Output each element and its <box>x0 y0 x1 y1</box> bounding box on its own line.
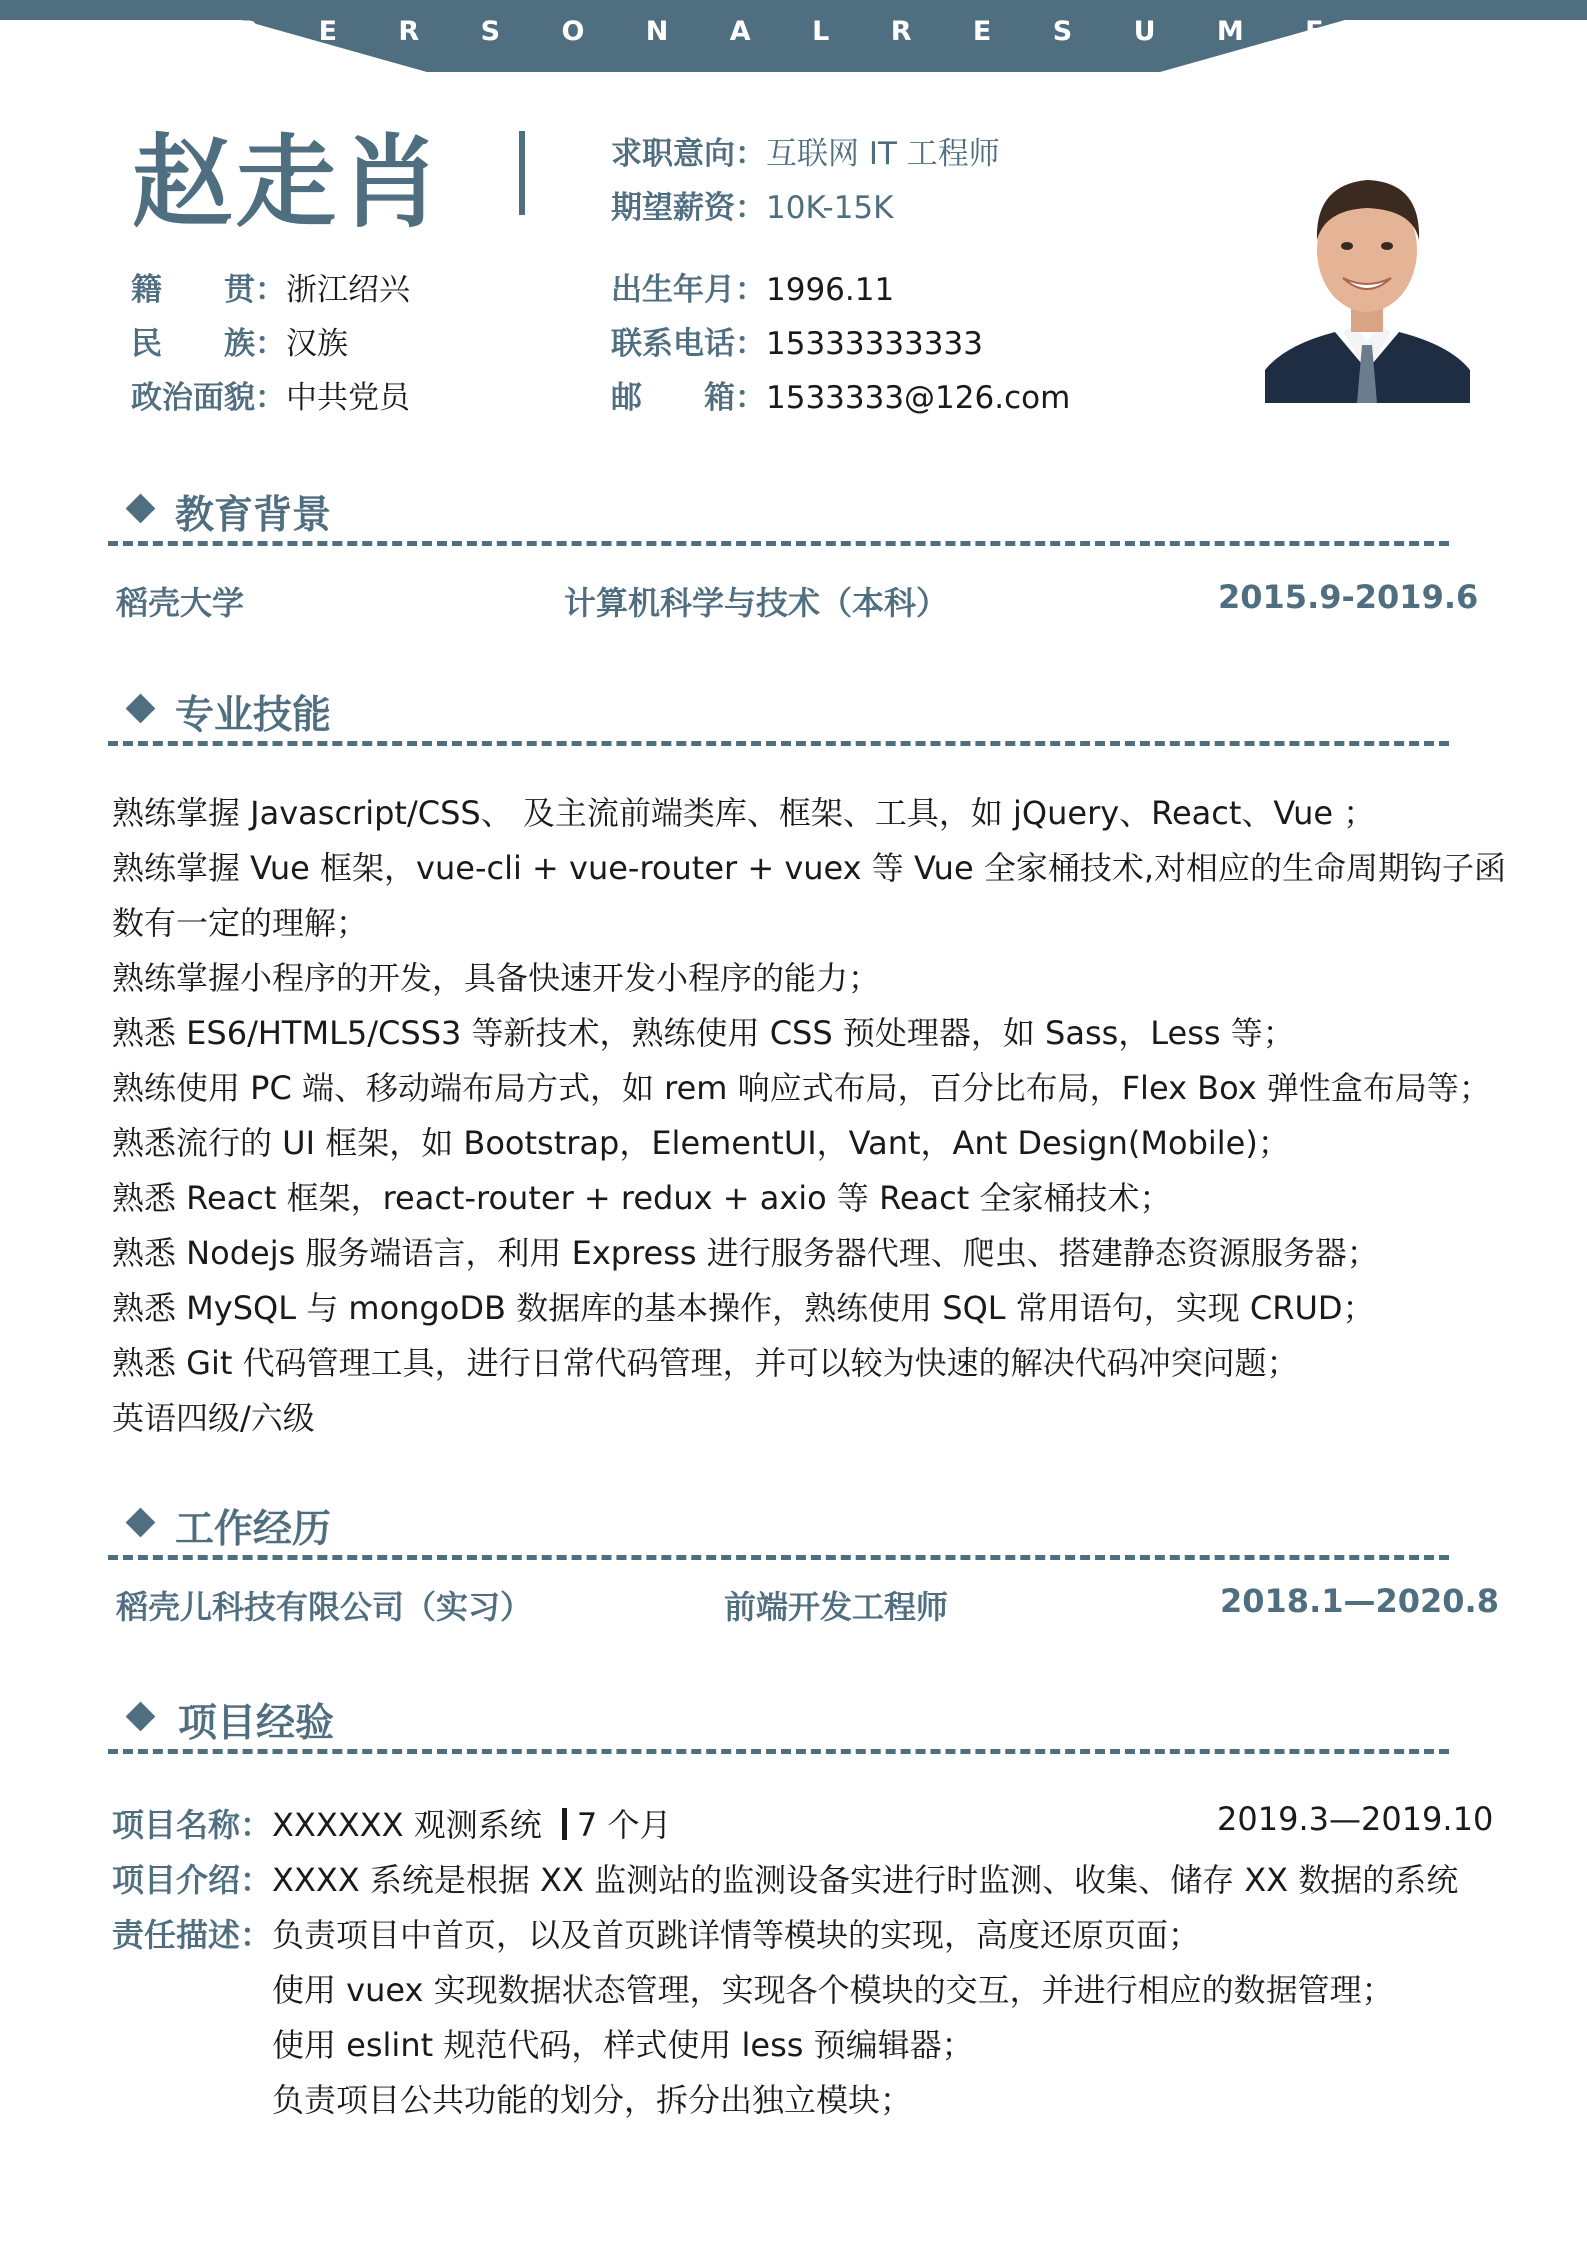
skills-divider <box>108 741 1449 751</box>
work-diamond-icon <box>126 1508 156 1538</box>
origin-row <box>131 264 410 309</box>
email-value: 1533333@126.com <box>766 380 1071 416</box>
skill-line: 英语四级/六级 <box>112 1399 315 1437</box>
ethnic-value: 汉族 <box>286 326 348 362</box>
duty-item: 负责项目中首页，以及首页跳详情等模块的实现，高度还原页面； <box>272 1916 1201 1954</box>
skill-line: 数有一定的理解； <box>112 904 369 942</box>
banner-title: P E R S O N A L R E S U M E <box>237 16 1350 47</box>
project-intro-value: XXXX 系统是根据 XX 监测站的监测设备实进行时监测、收集、储存 XX 数据的系统 <box>272 1861 1459 1899</box>
salary-value: 10K-15K <box>766 190 894 226</box>
salary-row <box>611 182 893 227</box>
salary-label: 期望薪资： <box>611 190 766 226</box>
intent-label: 求职意向： <box>611 136 766 172</box>
ethnic-row <box>131 318 348 363</box>
email-label: 邮 箱： <box>611 380 766 416</box>
skill-line: 熟练掌握 Javascript/CSS、 及主流前端类库、框架、工具，如 jQuery、React、Vue ； <box>112 794 1376 832</box>
project-intro-label: 项目介绍： <box>112 1861 273 1899</box>
birth-row <box>611 264 894 309</box>
work-title: 工作经历 <box>175 1507 332 1552</box>
project-intro-row <box>112 1855 1458 1901</box>
project-name-value: XXXXXX 观测系统 <box>272 1806 542 1844</box>
email-row <box>611 372 1070 417</box>
ethnic-label: 民 族： <box>131 326 286 362</box>
project-period: 2019.3—2019.10 <box>1217 1800 1494 1838</box>
education-title: 教育背景 <box>175 493 332 538</box>
project-name-label: 项目名称： <box>112 1806 273 1844</box>
skill-line: 熟悉 Nodejs 服务端语言，利用 Express 进行服务器代理、爬虫、搭建静态资源服务器； <box>112 1234 1379 1272</box>
skill-line: 熟悉流行的 UI 框架，如 Bootstrap，ElementUI，Vant，Ant Design(Mobile)； <box>112 1124 1290 1162</box>
project-duty-label <box>112 1910 272 1956</box>
politics-value: 中共党员 <box>286 380 410 416</box>
work-period: 2018.1—2020.8 <box>1220 1582 1499 1620</box>
skill-line: 熟练掌握小程序的开发，具备快速开发小程序的能力； <box>112 959 881 997</box>
profile-photo <box>1265 140 1470 403</box>
skill-line: 熟悉 Git 代码管理工具，进行日常代码管理，并可以较为快速的解决代码冲突问题； <box>112 1344 1299 1382</box>
education-school: 稻壳大学 <box>116 584 245 622</box>
origin-value: 浙江绍兴 <box>286 272 410 308</box>
skill-line: 熟练使用 PC 端、移动端布局方式，如 rem 响应式布局，百分比布局，Flex Box 弹性盒布局等； <box>112 1069 1491 1107</box>
project-divider <box>108 1749 1449 1759</box>
project-name-separator <box>562 1808 567 1840</box>
birth-label: 出生年月： <box>611 272 766 308</box>
skill-line: 熟练掌握 Vue 框架，vue-cli + vue-router + vuex 等 Vue 全家桶技术,对相应的生命周期钩子函 <box>112 849 1506 887</box>
work-divider <box>108 1555 1449 1565</box>
education-major: 计算机科学与技术（本科） <box>564 584 949 622</box>
origin-label: 籍 贯： <box>131 272 286 308</box>
project-name-row <box>112 1800 671 1846</box>
candidate-name: 赵走肖 <box>132 124 444 241</box>
work-company: 稻壳儿科技有限公司（实习） <box>116 1588 533 1626</box>
education-divider <box>108 541 1449 551</box>
duty-label-text: 责任描述： <box>112 1916 273 1954</box>
skill-line: 熟悉 MySQL 与 mongoDB 数据库的基本操作，熟练使用 SQL 常用语句，实现 CRUD； <box>112 1289 1375 1327</box>
skills-title: 专业技能 <box>175 693 332 738</box>
duty-item: 使用 vuex 实现数据状态管理，实现各个模块的交互，并进行相应的数据管理； <box>272 1971 1394 2009</box>
duty-item: 负责项目公共功能的划分，拆分出独立模块； <box>272 2081 913 2119</box>
name-divider <box>519 131 525 215</box>
work-role: 前端开发工程师 <box>724 1588 949 1626</box>
duty-item: 使用 eslint 规范代码，样式使用 less 预编辑器； <box>272 2026 974 2064</box>
education-period: 2015.9-2019.6 <box>1218 578 1479 616</box>
project-diamond-icon <box>126 1702 156 1732</box>
phone-row <box>611 318 983 363</box>
project-title: 项目经验 <box>178 1701 335 1746</box>
education-diamond-icon <box>126 494 156 524</box>
skill-line: 熟悉 React 框架，react-router + redux + axio 等 React 全家桶技术； <box>112 1179 1172 1217</box>
politics-row <box>131 372 410 417</box>
project-duration: 7 个月 <box>576 1806 672 1844</box>
intent-row <box>611 128 1000 173</box>
intent-value: 互联网 IT 工程师 <box>766 136 1000 172</box>
birth-value: 1996.11 <box>766 272 895 308</box>
skill-line: 熟悉 ES6/HTML5/CSS3 等新技术，熟练使用 CSS 预处理器，如 Sass，Less 等； <box>112 1014 1295 1052</box>
skills-diamond-icon <box>126 694 156 724</box>
politics-label: 政治面貌： <box>131 380 286 416</box>
phone-value: 15333333333 <box>766 326 983 362</box>
phone-label: 联系电话： <box>611 326 766 362</box>
